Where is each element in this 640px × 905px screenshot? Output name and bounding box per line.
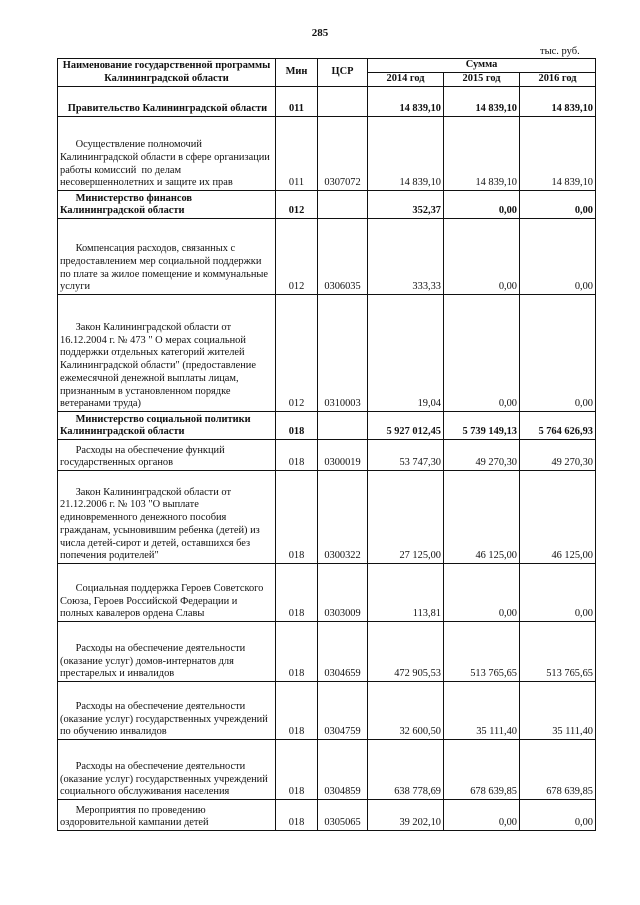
row-name: Расходы на обеспечение деятельности (оказание услуг) домов-интернатов для престарелых и инвалидов [58,622,276,682]
row-csr: 0310003 [318,295,368,412]
row-csr: 0304759 [318,682,368,740]
row-csr: 0300019 [318,440,368,471]
row-2015: 0,00 [444,564,520,622]
row-min: 018 [276,440,318,471]
row-2016: 0,00 [520,800,596,831]
row-2015: 0,00 [444,191,520,219]
budget-table [57,58,596,831]
row-2014: 53 747,30 [368,440,444,471]
row-2015: 49 270,30 [444,440,520,471]
row-min: 018 [276,412,318,440]
header-csr: ЦСР [318,59,368,87]
row-2016: 0,00 [520,295,596,412]
row-csr [318,87,368,117]
row-name: Расходы на обеспечение деятельности (оказание услуг) государственных учреждений социального обслуживания населения [58,740,276,800]
row-name: Осуществление полномочий Калининградской области в сфере организации работы комиссий по делам несовершеннолетних и защите их прав [58,117,276,191]
row-2015: 5 739 149,13 [444,412,520,440]
row-2016: 5 764 626,93 [520,412,596,440]
row-2016: 14 839,10 [520,117,596,191]
row-2016: 0,00 [520,564,596,622]
row-2014: 638 778,69 [368,740,444,800]
table-row [58,117,596,191]
row-2014: 14 839,10 [368,117,444,191]
row-name: Мероприятия по проведению оздоровительной кампании детей [58,800,276,831]
row-csr [318,412,368,440]
row-2014: 27 125,00 [368,471,444,564]
header-year-2016: 2016 год [520,73,596,87]
row-name: Компенсация расходов, связанных с предоставлением мер социальной поддержки по плате за жилое помещение и коммунальные услуги [58,219,276,295]
row-name: Министерство социальной политики Калининградской области [58,412,276,440]
row-name: Министерство финансов Калининградской области [58,191,276,219]
header-year-2014: 2014 год [368,73,444,87]
row-name: Закон Калининградской области от 16.12.2004 г. № 473 " О мерах социальной поддержки отдельных категорий жителей Калининградской области" (предоставление ежемесячной денежной выплаты лицам, признанным в установленном порядке ветеранами труда) [58,295,276,412]
row-2015: 513 765,65 [444,622,520,682]
row-2014: 39 202,10 [368,800,444,831]
row-min: 018 [276,564,318,622]
row-2015: 14 839,10 [444,117,520,191]
row-csr: 0307072 [318,117,368,191]
row-2014: 5 927 012,45 [368,412,444,440]
table-row [58,87,596,117]
table-row [58,471,596,564]
row-2014: 32 600,50 [368,682,444,740]
table-row [58,682,596,740]
row-csr: 0304659 [318,622,368,682]
row-name: Закон Калининградской области от 21.12.2006 г. № 103 "О выплате единовременного денежного пособия гражданам, усыновившим ребенка (детей) из числа детей-сирот и детей, оставшихся без попечения родителей" [58,471,276,564]
row-min: 018 [276,622,318,682]
row-2014: 352,37 [368,191,444,219]
row-name: Правительство Калининградской области [58,87,276,117]
row-min: 018 [276,471,318,564]
row-2014: 472 905,53 [368,622,444,682]
row-2015: 14 839,10 [444,87,520,117]
table-row [58,412,596,440]
row-min: 011 [276,87,318,117]
table-row [58,440,596,471]
table-row [58,219,596,295]
row-2014: 14 839,10 [368,87,444,117]
table-row [58,622,596,682]
row-min: 012 [276,219,318,295]
row-csr [318,191,368,219]
row-name: Расходы на обеспечение деятельности (оказание услуг) государственных учреждений по обучению инвалидов [58,682,276,740]
row-2015: 0,00 [444,800,520,831]
row-csr: 0306035 [318,219,368,295]
row-2015: 0,00 [444,295,520,412]
units-label: тыс. руб. [540,46,580,57]
row-csr: 0300322 [318,471,368,564]
table-row [58,740,596,800]
row-2016: 0,00 [520,219,596,295]
header-name: Наименование государственной программы Калининградской области [58,59,276,87]
row-2015: 46 125,00 [444,471,520,564]
row-name: Социальная поддержка Героев Советского Союза, Героев Российской Федерации и полных кавалеров ордена Славы [58,564,276,622]
header-sum: Сумма [368,59,596,73]
row-min: 011 [276,117,318,191]
row-2014: 333,33 [368,219,444,295]
row-2016: 46 125,00 [520,471,596,564]
table-row [58,564,596,622]
row-name: Расходы на обеспечение функций государственных органов [58,440,276,471]
table-row [58,295,596,412]
row-2016: 14 839,10 [520,87,596,117]
row-2014: 113,81 [368,564,444,622]
row-csr: 0305065 [318,800,368,831]
page-number: 285 [311,27,329,39]
row-2016: 678 639,85 [520,740,596,800]
row-min: 018 [276,800,318,831]
row-2016: 0,00 [520,191,596,219]
row-min: 018 [276,740,318,800]
row-min: 012 [276,191,318,219]
row-2015: 35 111,40 [444,682,520,740]
row-min: 012 [276,295,318,412]
table-row [58,191,596,219]
table-row [58,800,596,831]
row-csr: 0304859 [318,740,368,800]
row-min: 018 [276,682,318,740]
header-year-2015: 2015 год [444,73,520,87]
header-min: Мин [276,59,318,87]
row-2015: 678 639,85 [444,740,520,800]
row-2014: 19,04 [368,295,444,412]
row-2016: 513 765,65 [520,622,596,682]
row-2016: 35 111,40 [520,682,596,740]
row-2015: 0,00 [444,219,520,295]
row-csr: 0303009 [318,564,368,622]
row-2016: 49 270,30 [520,440,596,471]
